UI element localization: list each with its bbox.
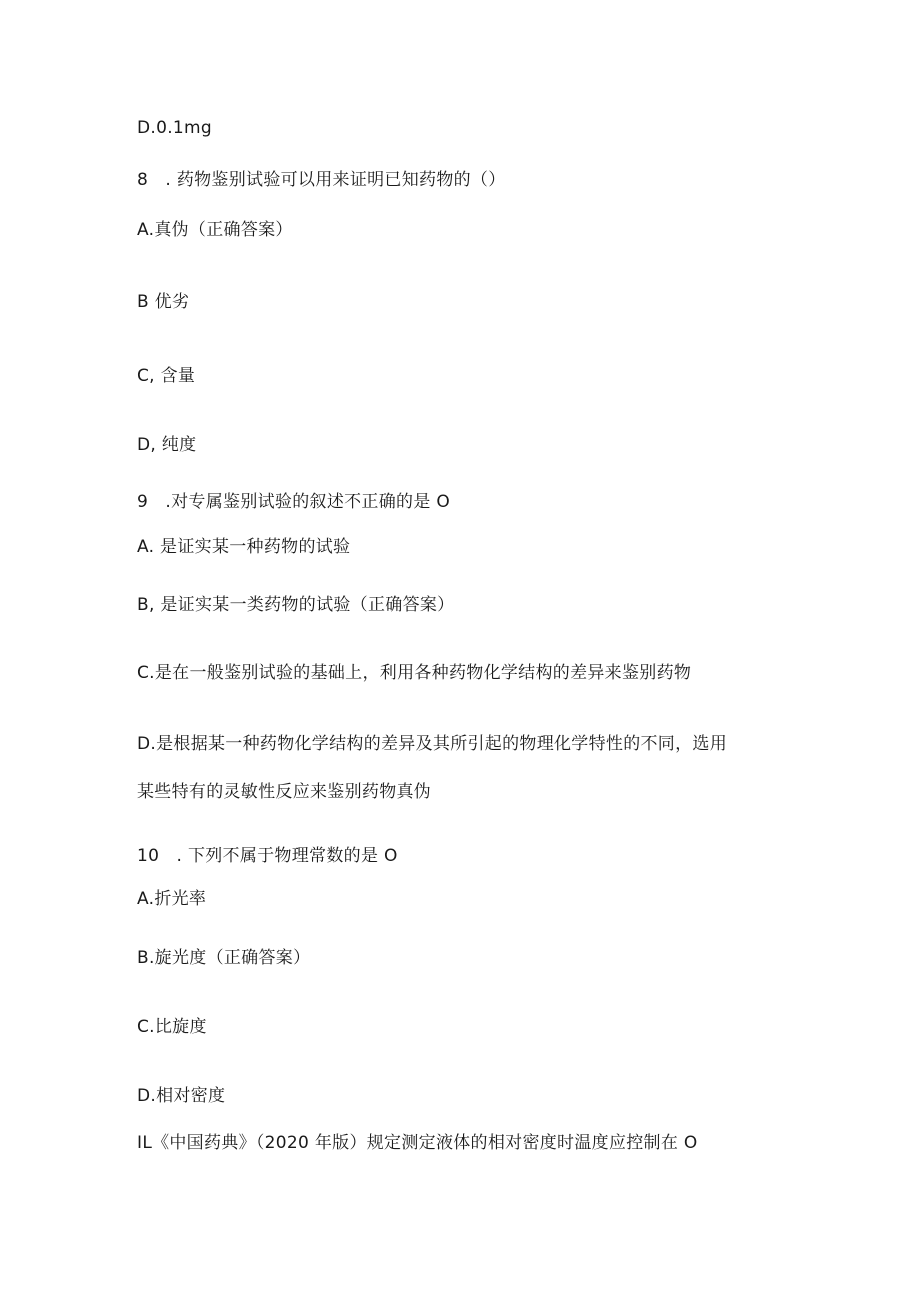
option-a-q8: A.真伪（正确答案） — [137, 220, 293, 240]
question-9: 9 .对专属鉴别试验的叙述不正确的是 O — [137, 492, 451, 512]
option-a-q9: A. 是证实某一种药物的试验 — [137, 537, 351, 557]
option-c-q10: C.比旋度 — [137, 1017, 207, 1037]
option-b-q8: B 优劣 — [137, 292, 190, 312]
option-d-q7: D.0.1mg — [137, 118, 212, 138]
question-8: 8 . 药物鉴别试验可以用来证明已知药物的（） — [137, 170, 506, 190]
question-10: 10 . 下列不属于物理常数的是 O — [137, 846, 398, 866]
option-d-q9: D.是根据某一种药物化学结构的差异及其所引起的物理化学特性的不同，选用 — [137, 734, 727, 754]
option-b-q9: B, 是证实某一类药物的试验（正确答案） — [137, 595, 455, 615]
option-c-q9: C.是在一般鉴别试验的基础上，利用各种药物化学结构的差异来鉴别药物 — [137, 663, 692, 683]
option-d-q10: D.相对密度 — [137, 1086, 226, 1106]
option-b-q10: B.旋光度（正确答案） — [137, 948, 311, 968]
option-d-q9-continued: 某些特有的灵敏性反应来鉴别药物真伪 — [137, 782, 432, 802]
option-d-q8: D, 纯度 — [137, 435, 197, 455]
question-11: IL《中国药典》（2020 年版）规定测定液体的相对密度时温度应控制在 O — [137, 1133, 698, 1153]
option-a-q10: A.折光率 — [137, 889, 207, 909]
option-c-q8: C, 含量 — [137, 366, 196, 386]
